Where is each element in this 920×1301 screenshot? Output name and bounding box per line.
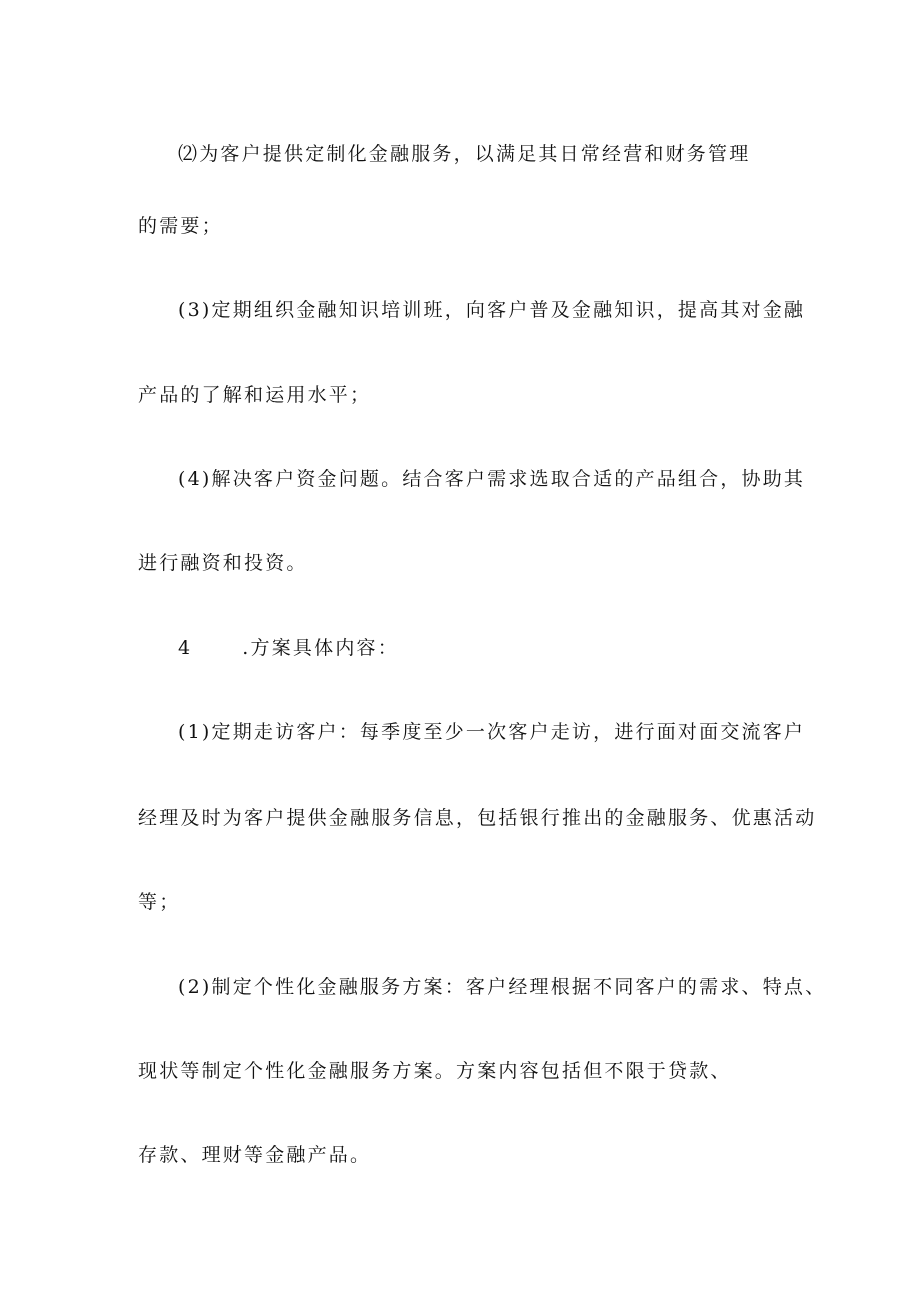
paragraph-line-3: (3)定期组织金融知识培训班，向客户普及金融知识，提高其对金融 [178, 299, 806, 321]
paragraph-line-12: 存款、理财等金融产品。 [138, 1144, 372, 1166]
paragraph-line-9: 等； [138, 891, 181, 913]
paragraph-line-2: 的需要； [138, 215, 223, 237]
paragraph-line-11: 现状等制定个性化金融服务方案。方案内容包括但不限于贷款、 [138, 1060, 732, 1082]
paragraph-line-8: 经理及时为客户提供金融服务信息，包括银行推出的金融服务、优惠活动 [138, 807, 817, 829]
section-heading-number: 4 [178, 637, 193, 659]
paragraph-line-5: (4)解决客户资金问题。结合客户需求选取合适的产品组合，协助其 [178, 468, 806, 490]
section-heading-title: .方案具体内容： [242, 637, 399, 659]
paragraph-line-1: ⑵为客户提供定制化金融服务，以满足其日常经营和财务管理 [178, 143, 751, 165]
paragraph-line-7: (1)定期走访客户：每季度至少一次客户走访，进行面对面交流客户 [178, 721, 806, 743]
section-heading [178, 636, 399, 660]
paragraph-line-6: 进行融资和投资。 [138, 552, 308, 574]
paragraph-line-4: 产品的了解和运用水平； [138, 384, 372, 406]
paragraph-line-10: (2)制定个性化金融服务方案：客户经理根据不同客户的需求、特点、 [178, 976, 827, 998]
